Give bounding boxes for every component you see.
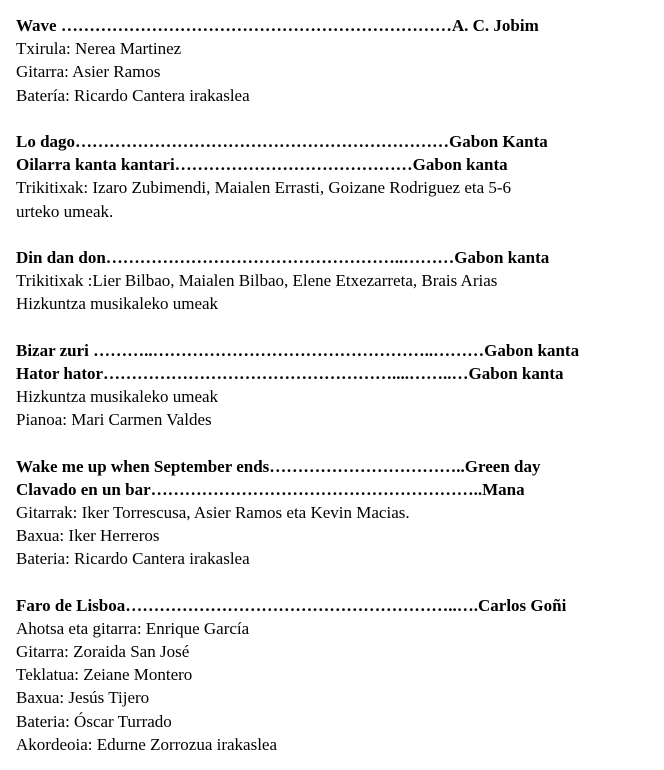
- performer-line: Hizkuntza musikaleko umeak: [16, 387, 219, 406]
- performer-line: Hizkuntza musikaleko umeak: [16, 294, 219, 314]
- song-title: Oilarra kanta kantari……………………………………Gabon kanta: [16, 155, 508, 175]
- performer-line: Batería: Ricardo Cantera irakaslea: [16, 85, 250, 105]
- performer-line: Gitarrak: Iker Torrescusa, Asier Ramos eta Kevin Macias.: [16, 502, 410, 522]
- song-title: Faro de Lisboa…………………………………………………..….Carlos Goñi: [16, 595, 567, 615]
- performer-line: Akordeoia: Edurne Zorrozua irakaslea: [16, 734, 278, 754]
- song-title: Wake me up when September ends……………………………..Green day: [16, 456, 541, 476]
- song-title: Clavado en un bar…………………………………………………..Mana: [16, 479, 525, 499]
- spacer: [16, 223, 656, 246]
- performer-line: Teklatua: Zeiane Montero: [16, 665, 193, 685]
- song-title: Hator hator……………………………………………....……..…Gabon kanta: [16, 363, 564, 383]
- performer-line: Trikitixak: Izaro Zubimendi, Maialen Errasti, Goizane Rodriguez eta 5-6: [16, 178, 512, 198]
- performer-line: urteko umeak.: [16, 201, 114, 221]
- spacer: [16, 431, 656, 454]
- spacer: [16, 107, 656, 130]
- performer-line: Bateria: Óscar Turrado: [16, 711, 172, 731]
- performer-line: Ahotsa eta gitarra: Enrique García: [16, 618, 250, 638]
- performer-line: Baxua: Jesús Tijero: [16, 688, 150, 708]
- performer-line: Gitarra: Zoraida San José: [16, 642, 190, 662]
- song-title: Din dan don……………………………………………..………Gabon kanta: [16, 247, 550, 267]
- performer-line: Txirula: Nerea Martinez: [16, 39, 182, 59]
- spacer: [16, 315, 656, 338]
- performer-line: Pianoa: Mari Carmen Valdes: [16, 410, 212, 430]
- performer-line: Baxua: Iker Herreros: [16, 526, 160, 546]
- spacer: [16, 571, 656, 594]
- song-title: Wave ……………………………………………………………A. C. Jobim: [16, 16, 539, 35]
- performer-line: Gitarra: Asier Ramos: [16, 62, 161, 82]
- song-title: Lo dago…………………………………………………………Gabon Kanta: [16, 131, 548, 151]
- song-title: Bizar zuri ………..…………………………………………..………Gabon kanta: [16, 340, 580, 360]
- program-document: [16, 14, 656, 756]
- performer-line: Trikitixak :Lier Bilbao, Maialen Bilbao, Elene Etxezarreta, Brais Arias: [16, 271, 498, 291]
- performer-line: Bateria: Ricardo Cantera irakaslea: [16, 549, 250, 569]
